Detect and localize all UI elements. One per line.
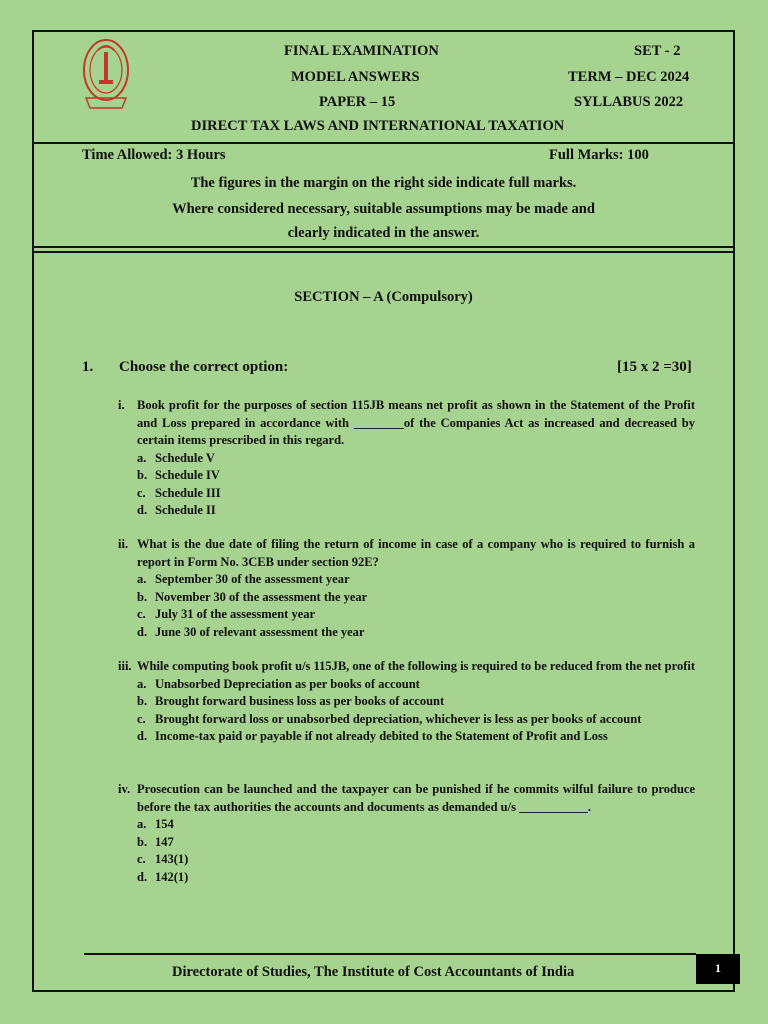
option: d. Income-tax paid or payable if not already debited to the Statement of Profit and Loss bbox=[137, 729, 608, 743]
item-number: iii. bbox=[118, 659, 132, 673]
page-number: 1 bbox=[696, 954, 740, 984]
divider bbox=[32, 246, 735, 248]
item-number: i. bbox=[118, 398, 125, 412]
item-number: ii. bbox=[118, 537, 129, 551]
option: d. 142(1) bbox=[137, 869, 189, 884]
option: c. July 31 of the assessment year bbox=[137, 607, 316, 621]
divider bbox=[32, 142, 735, 144]
option: c. Brought forward loss or unabsorbed depreciation, whichever is less as per books of account bbox=[137, 711, 642, 726]
item-text: What is the due date of filing the return of income in case of a company who is required to furnish a report in Form No. 3CEB under section 92E? bbox=[137, 537, 695, 569]
full-marks: Full Marks: 100 bbox=[549, 147, 649, 163]
institute-logo bbox=[80, 36, 132, 112]
item-text: Book profit for the purposes of section 115JB means net profit as shown in the Statement of the Profit and Loss prepared in accordance with ________of the Companies Act as increased and decreased by certain items prescribed in this regard. bbox=[137, 398, 695, 447]
option: a. Unabsorbed Depreciation as per books of account bbox=[137, 676, 420, 691]
option: b. Schedule IV bbox=[137, 468, 220, 482]
question-title: Choose the correct option: bbox=[119, 359, 289, 375]
option: d. June 30 of relevant assessment the year bbox=[137, 624, 365, 639]
item-number: iv. bbox=[118, 782, 131, 796]
subject-title: DIRECT TAX LAWS AND INTERNATIONAL TAXATION bbox=[191, 118, 565, 134]
question-marks: [15 x 2 =30] bbox=[617, 359, 692, 375]
question-item bbox=[118, 781, 695, 886]
paper-label: PAPER – 15 bbox=[319, 94, 396, 110]
question-number: 1. bbox=[82, 359, 94, 375]
question-item bbox=[118, 397, 695, 520]
option: c. 143(1) bbox=[137, 852, 189, 866]
option: a. September 30 of the assessment year bbox=[137, 572, 350, 586]
option: c. Schedule III bbox=[137, 485, 221, 500]
model-answers-label: MODEL ANSWERS bbox=[291, 69, 420, 85]
syllabus-label: SYLLABUS 2022 bbox=[574, 94, 684, 110]
question-item bbox=[118, 536, 695, 641]
instruction-line: clearly indicated in the answer. bbox=[287, 225, 480, 241]
option: b. Brought forward business loss as per books of account bbox=[137, 694, 445, 708]
term-label: TERM – DEC 2024 bbox=[568, 69, 690, 85]
time-allowed: Time Allowed: 3 Hours bbox=[82, 147, 226, 163]
option: d. Schedule II bbox=[137, 503, 216, 517]
instruction-line: The figures in the margin on the right side indicate full marks. bbox=[190, 175, 577, 191]
set-label: SET - 2 bbox=[634, 43, 681, 59]
option: a. 154 bbox=[137, 817, 174, 831]
footer-rule bbox=[84, 953, 696, 955]
instruction-line: Where considered necessary, suitable assumptions may be made and bbox=[172, 201, 595, 217]
option: a. Schedule V bbox=[137, 450, 215, 465]
divider bbox=[32, 251, 735, 253]
option: b. November 30 of the assessment the year bbox=[137, 589, 368, 604]
section-heading: SECTION – A (Compulsory) bbox=[294, 289, 473, 305]
item-text: While computing book profit u/s 115JB, one of the following is required to be reduced from the net profit bbox=[137, 659, 696, 673]
option: b. 147 bbox=[137, 834, 174, 849]
exam-title: FINAL EXAMINATION bbox=[284, 43, 439, 59]
question-item bbox=[118, 658, 695, 746]
item-text: Prosecution can be launched and the taxpayer can be punished if he commits wilful failure to produce before the tax authorities the accounts and documents as demanded u/s ___________. bbox=[137, 782, 695, 814]
footer-text: Directorate of Studies, The Institute of Cost Accountants of India bbox=[172, 964, 575, 980]
